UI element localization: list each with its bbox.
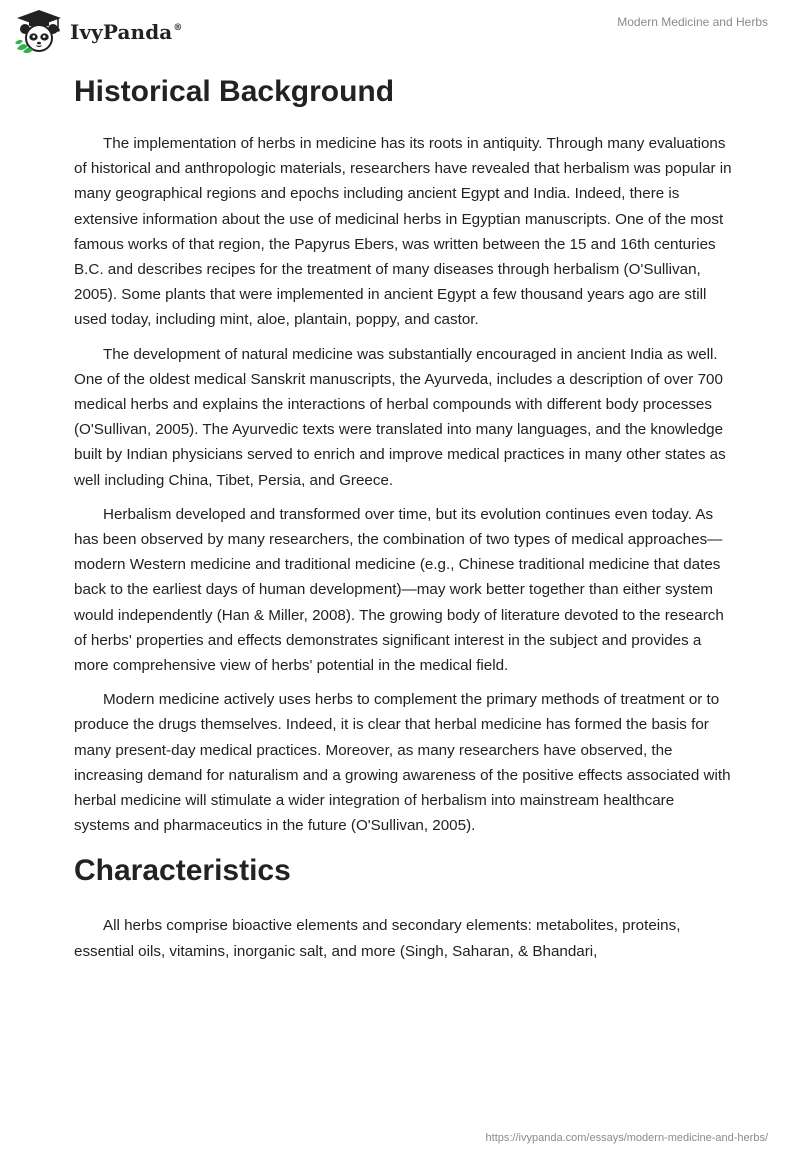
section-heading-characteristics: Characteristics — [74, 854, 291, 888]
section-heading-historical-background: Historical Background — [74, 75, 395, 108]
brand-name: IvyPanda® — [70, 20, 183, 44]
paragraph: Herbalism developed and transformed over time, but its evolution continues even today. As has been observed by many researchers, the combination of two types of medical approaches—modern Western medicine and traditional medicine (e.g., Chinese traditional medicine that dates back to the earliest days of human development)—may work better together than either system would independently (Han & Miller, 2008). The growing body of literature devoted to the research of herbs' properties and effects demonstrates significant interest in the subject and provides a more comprehensive view of herbs' potential in the medical field. — [74, 505, 724, 675]
paragraph: All herbs comprise bioactive elements and secondary elements: metabolites, proteins, essential oils, vitamins, inorganic salt, and more (Singh, Saharan, & Bhandari, — [74, 917, 681, 960]
page-header — [0, 0, 800, 62]
paragraph: The development of natural medicine was substantially encouraged in ancient India as well. One of the oldest medical Sanskrit manuscripts, the Ayurveda, includes a description of over 700 medical herbs and explains the interactions of herbal compounds with different body processes (O'Sullivan, 2005). The Ayurvedic texts were translated into many languages, and the knowledge built by Indian physicians served to enrich and improve medical practices in many other states as well including China, Tibet, Persia, and Greece. — [74, 345, 726, 489]
brand-logo[interactable] — [14, 8, 182, 54]
registered-mark: ® — [173, 23, 183, 33]
paragraph: The implementation of herbs in medicine has its roots in antiquity. Through many evaluations of historical and anthropologic materials, researchers have revealed that herbalism was popular in many geographical regions and epochs including ancient Egypt and India. Indeed, there is extensive information about the use of medicinal herbs in Egyptian manuscripts. One of the most famous works of that region, the Papyrus Ebers, was written between the 15 and 16th centuries B.C. and describes recipes for the treatment of many diseases through herbalism (O'Sullivan, 2005). Some plants that were implemented in ancient Egypt a few thousand years ago are still used today, including mint, aloe, plantain, poppy, and castor. — [74, 135, 732, 329]
essay-content — [74, 72, 734, 973]
paragraph: Modern medicine actively uses herbs to complement the primary methods of treatment or to produce the drugs themselves. Indeed, it is clear that herbal medicine has formed the basis for many present-day medical practices. Moreover, as many researchers have observed, the increasing demand for naturalism and a growing awareness of the positive effects associated with herbal medicine will stimulate a wider integration of herbalism into mainstream healthcare systems and pharmaceutics in the future (O'Sullivan, 2005). — [74, 691, 731, 835]
source-url[interactable]: https://ivypanda.com/essays/modern-medicine-and-herbs/ — [485, 1132, 768, 1144]
document-title: Modern Medicine and Herbs — [617, 15, 768, 29]
panda-graduation-cap-icon — [14, 8, 64, 54]
